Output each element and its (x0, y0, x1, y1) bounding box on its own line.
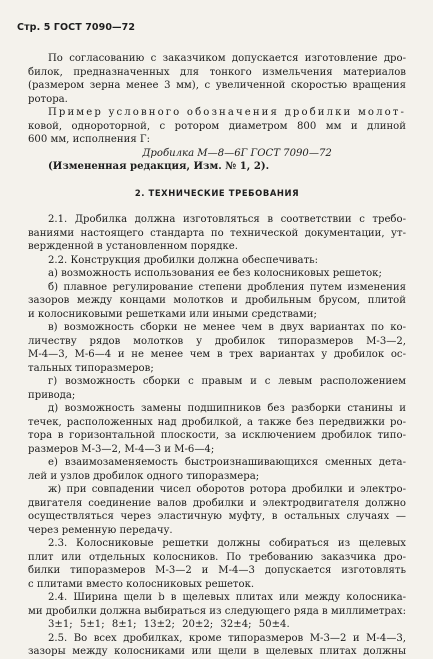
text-line: Пример условного обозначения дробилки молот- (48, 107, 406, 118)
text-line: тора в горизонтальной плоскости, за исключением дробилок типо- (28, 430, 406, 441)
text-line: 2.3. Колосниковые решетки должны собираться из щелевых (48, 538, 406, 549)
text-line: течек, расположенных над дробилкой, а также без передвижки ро- (28, 416, 406, 428)
list-item-v: в) возможность сборки не менее чем в двух вариантах по ко- (48, 322, 406, 333)
text-line: билок, предназначенных для тонкого измельчения материалов (28, 66, 406, 78)
text-line: вержденной в установленном порядке. (28, 241, 238, 252)
text-line: двигателя соединение валов дробилки и электродвигателя должно (28, 497, 406, 509)
paragraph-2-1 (28, 213, 406, 254)
text-line: плит или отдельных колосников. По требованию заказчика дро- (28, 551, 406, 563)
text-line: осуществляться через эластичную муфту, в остальных случаях — (28, 511, 406, 522)
width-series-line: 3±1; 5±1; 8±1; 13±2; 20±2; 32±4; 50±4. (48, 619, 290, 630)
text-line: личеству рядов молотков у дробилок типоразмеров М-3—2, (28, 335, 406, 347)
section-title: 2. ТЕХНИЧЕСКИЕ ТРЕБОВАНИЯ (134, 187, 300, 198)
example-block (28, 106, 406, 174)
text-line: 2.5. Во всех дробилках, кроме типоразмеров М-3—2 и М-4—3, (48, 632, 406, 644)
list-item-a: а) возможность использования ее без колосниковых решеток; (48, 268, 382, 279)
text-line: лей и узлов дробилок одного типоразмера; (28, 470, 260, 482)
text-line: билки типоразмеров М-3—2 и М-4—3 допускается изготовлять (28, 565, 406, 576)
paragraph-p1 (28, 52, 406, 106)
text-line: с плитами вместо колосниковых решеток. (28, 578, 255, 590)
text-line: По согласованию с заказчиком допускается изготовление дро- (48, 53, 406, 64)
document-body (28, 52, 406, 659)
text-line: зазоры между колосниками или щели в щелевых плитах должны (28, 646, 406, 657)
text-line: ваниями настоящего стандарта по технической документации, ут- (28, 227, 406, 239)
text-line: зазоров между концами молотков и дробильным брусом, плитой (28, 295, 406, 306)
list-item-g: г) возможность сборки с правым и с левым расположением (48, 376, 406, 387)
text-line: размеров М-3—2, М-4—3 и М-6—4; (28, 443, 215, 455)
text-line: 2.4. Ширина щели b в щелевых плитах или между колосника- (48, 592, 406, 603)
text-line: 2.1. Дробилка должна изготовляться в соответствии с требо- (48, 214, 406, 225)
text-line: ротора. (28, 93, 68, 105)
designation-line: Дробилка М—8—6Г ГОСТ 7090—72 (142, 147, 332, 159)
text-line: ковой, однороторной, с ротором диаметром 800 мм и длиной (28, 120, 406, 132)
text-line: тальных типоразмеров; (28, 362, 154, 374)
text-line: 600 мм, исполнения Г: (28, 134, 151, 145)
list-item-b: б) плавное регулирование степени дробления путем изменения (48, 281, 406, 293)
text-line: ми дробилки должна выбираться из следующего ряда в миллиметрах: (28, 605, 406, 617)
page-header: Стр. 5 ГОСТ 7090—72 (17, 22, 136, 33)
paragraph-2-5 (28, 632, 406, 659)
list-item-d: д) возможность замены подшипников без разборки станины и (48, 403, 406, 414)
text-line: (размером зерна менее 3 мм), с увеличенной скоростью вращения (28, 80, 406, 91)
text-line: привода; (28, 389, 76, 401)
paragraph-2-2 (28, 254, 406, 538)
paragraph-2-4 (28, 591, 406, 632)
list-item-e: е) взаимозаменяемость быстроизнашивающихся сменных дета- (48, 457, 406, 468)
revision-note: (Измененная редакция, Изм. № 1, 2). (48, 161, 270, 172)
text-line: и колосниковыми решетками или иными средствами; (28, 308, 317, 320)
list-item-zh: ж) при совпадении чисел оборотов ротора дробилки и электро- (48, 484, 406, 495)
text-line: через ременную передачу. (28, 524, 173, 536)
text-line: М-4—3, М-6—4 и не менее чем в трех вариантах у дробилок ос- (28, 349, 406, 360)
paragraph-2-3 (28, 537, 406, 591)
text-line: 2.2. Конструкция дробилки должна обеспечивать: (48, 254, 319, 266)
